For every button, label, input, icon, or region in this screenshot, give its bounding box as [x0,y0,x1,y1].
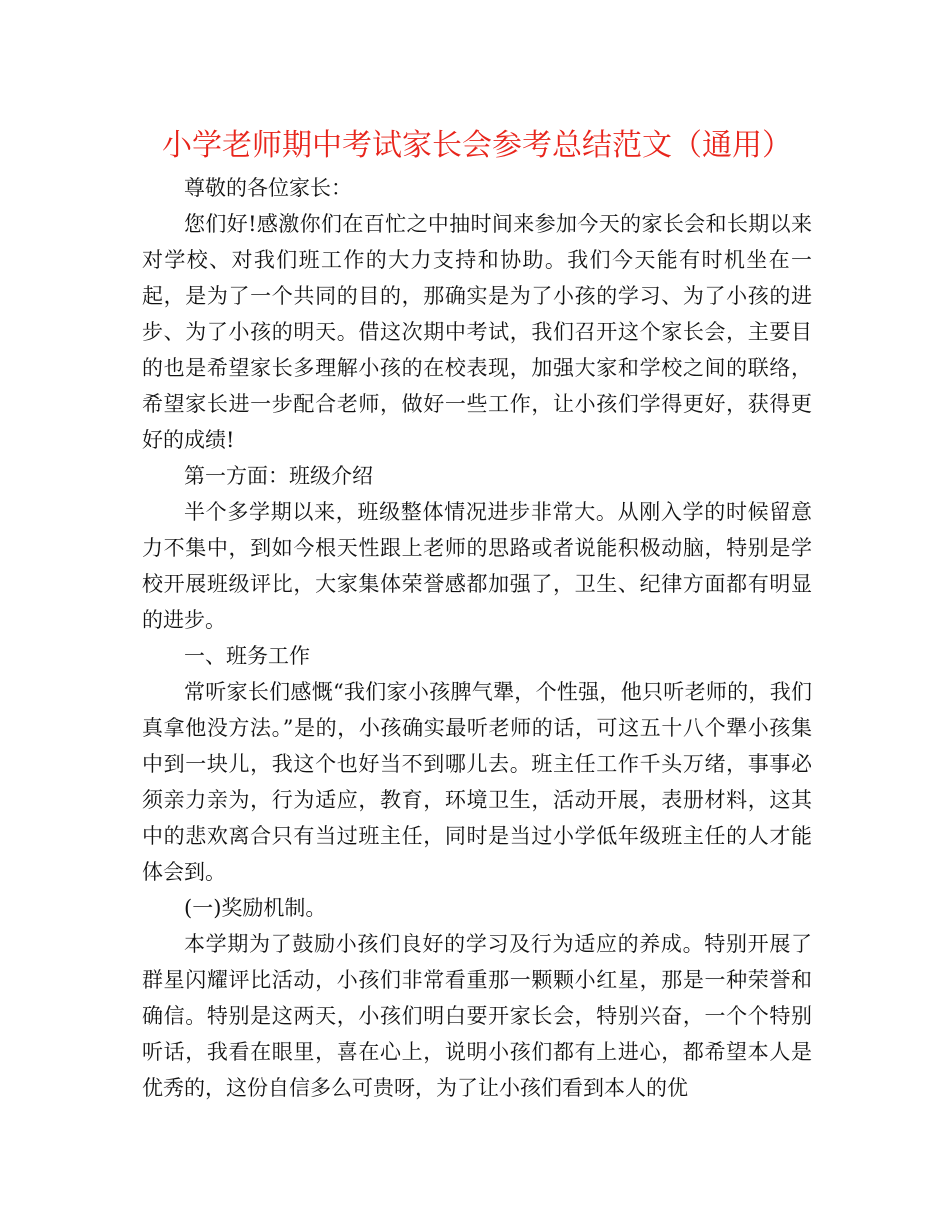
paragraph-greeting: 您们好!感激你们在百忙之中抽时间来参加今天的家长会和长期以来对学校、对我们班工作的大力支持和协助。我们今天能有时机坐在一起，是为了一个共同的目的，那确实是为了小孩的学习、为了小孩的进步、为了小孩的明天。借这次期中考试，我们召开这个家长会，主要目的也是希望家长多理解小孩的在校表现，加强大家和学校之间的联络，希望家长进一步配合老师，做好一些工作，让小孩们学得更好，获得更好的成绩! [142,212,812,452]
paragraph-reward: 本学期为了鼓励小孩们良好的学习及行为适应的养成。特别开展了群星闪耀评比活动，小孩们非常看重那一颗颗小红星，那是一种荣誉和确信。特别是这两天，小孩们明白要开家长会，特别兴奋，一个个特别听话，我看在眼里，喜在心上，说明小孩们都有上进心，都希望本人是优秀的，这份自信多么可贵呀，为了让小孩们看到本人的优 [142,932,812,1100]
document-page [142,122,812,1106]
document-title: 小学老师期中考试家长会参考总结范文（通用） [162,128,792,163]
salutation: 尊敬的各位家长： [184,176,352,200]
section-heading-class-affairs: 一、班务工作 [184,644,310,668]
document-body [142,170,812,1106]
section-heading-class-intro: 第一方面：班级介绍 [184,464,373,488]
paragraph-class-affairs: 常听家长们感慨“我们家小孩脾气犟，个性强，他只听老师的，我们真拿他没方法。”是的，小孩确实最听老师的话，可这五十八个犟小孩集中到一块儿，我这个也好当不到哪儿去。班主任工作千头万绪，事事必须亲力亲为，行为适应，教育，环境卫生，活动开展，表册材料，这其中的悲欢离合只有当过班主任，同时是当过小学低年级班主任的人才能体会到。 [142,680,812,884]
paragraph-class-progress: 半个多学期以来，班级整体情况进步非常大。从刚入学的时候留意力不集中，到如今根天性跟上老师的思路或者说能积极动脑，特别是学校开展班级评比，大家集体荣誉感都加强了，卫生、纪律方面都有明显的进步。 [142,500,812,632]
subsection-heading-reward: (一)奖励机制。 [184,896,327,920]
